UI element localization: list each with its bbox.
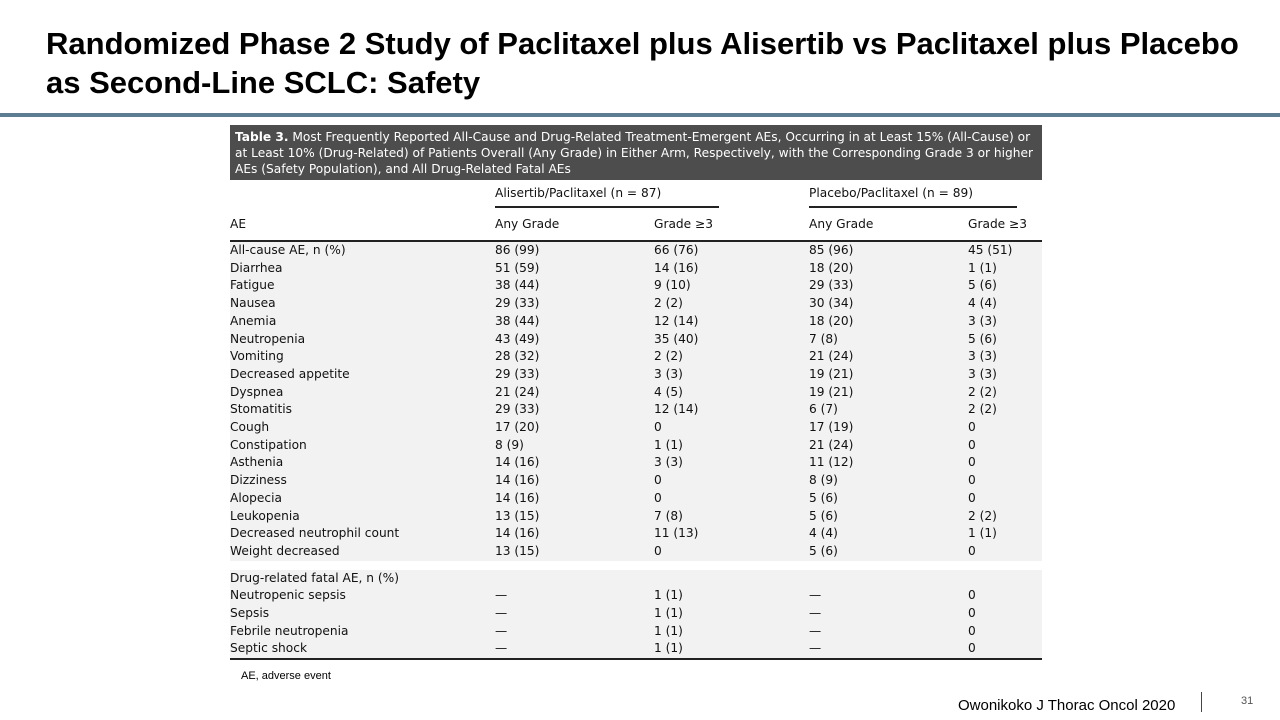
section-spacer-cell bbox=[230, 561, 1042, 570]
all-cause-row bbox=[230, 490, 1042, 508]
cell-placebo-any-grade: — bbox=[809, 605, 968, 623]
cell-placebo-grade3: 0 bbox=[968, 605, 1042, 623]
cell-placebo-grade3: 0 bbox=[968, 472, 1042, 490]
cell-placebo-grade3: 0 bbox=[968, 543, 1042, 561]
cell-alisertib-any-grade: 17 (20) bbox=[495, 419, 654, 437]
cell-ae-name: Vomiting bbox=[230, 348, 495, 366]
cell-alisertib-any-grade: — bbox=[495, 623, 654, 641]
cell-placebo-any-grade: 17 (19) bbox=[809, 419, 968, 437]
cell-placebo-any-grade: — bbox=[809, 623, 968, 641]
cell-placebo-any-grade: — bbox=[809, 587, 968, 605]
ae-table-body bbox=[230, 241, 1042, 659]
cell-ae-name: Asthenia bbox=[230, 454, 495, 472]
cell-ae-name: Stomatitis bbox=[230, 401, 495, 419]
cell-alisertib-grade3: 2 (2) bbox=[654, 295, 809, 313]
all-cause-row bbox=[230, 277, 1042, 295]
col-header-alisertib-grade3: Grade ≥3 bbox=[654, 208, 809, 241]
ae-table bbox=[230, 180, 1042, 660]
cell-alisertib-any-grade: 51 (59) bbox=[495, 260, 654, 278]
all-cause-row bbox=[230, 260, 1042, 278]
cell-alisertib-any-grade: — bbox=[495, 640, 654, 659]
cell-ae-name: Weight decreased bbox=[230, 543, 495, 561]
cell-alisertib-grade3: 12 (14) bbox=[654, 313, 809, 331]
fatal-row bbox=[230, 587, 1042, 605]
cell-placebo-any-grade: 30 (34) bbox=[809, 295, 968, 313]
cell-alisertib-grade3: 1 (1) bbox=[654, 437, 809, 455]
cell-placebo-any-grade: 7 (8) bbox=[809, 331, 968, 349]
all-cause-row bbox=[230, 508, 1042, 526]
cell-alisertib-any-grade: 14 (16) bbox=[495, 472, 654, 490]
col-header-alisertib-any-grade: Any Grade bbox=[495, 208, 654, 241]
cell-alisertib-any-grade: 43 (49) bbox=[495, 331, 654, 349]
cell-ae-name: Fatigue bbox=[230, 277, 495, 295]
all-cause-row bbox=[230, 543, 1042, 561]
group-header-placebo: Placebo/Paclitaxel (n = 89) bbox=[809, 180, 1042, 208]
cell-ae-name: Cough bbox=[230, 419, 495, 437]
cell-alisertib-grade3: 14 (16) bbox=[654, 260, 809, 278]
cell-placebo-any-grade: 29 (33) bbox=[809, 277, 968, 295]
cell-alisertib-any-grade: 8 (9) bbox=[495, 437, 654, 455]
cell-placebo-grade3: 2 (2) bbox=[968, 508, 1042, 526]
all-cause-row bbox=[230, 419, 1042, 437]
cell-placebo-grade3: 0 bbox=[968, 490, 1042, 508]
cell-placebo-any-grade: 5 (6) bbox=[809, 490, 968, 508]
cell-placebo-any-grade: 21 (24) bbox=[809, 437, 968, 455]
cell-ae-name: Dyspnea bbox=[230, 384, 495, 402]
fatal-section-label: Drug-related fatal AE, n (%) bbox=[230, 570, 1042, 588]
cell-placebo-any-grade: — bbox=[809, 640, 968, 659]
cell-placebo-any-grade: 5 (6) bbox=[809, 508, 968, 526]
cell-alisertib-grade3: 1 (1) bbox=[654, 605, 809, 623]
cell-ae-name: Alopecia bbox=[230, 490, 495, 508]
cell-placebo-any-grade: 19 (21) bbox=[809, 366, 968, 384]
cell-placebo-grade3: 0 bbox=[968, 419, 1042, 437]
cell-alisertib-grade3: 3 (3) bbox=[654, 454, 809, 472]
section-spacer bbox=[230, 561, 1042, 570]
title-divider bbox=[0, 113, 1280, 117]
all-cause-alisertib-any-grade: 86 (99) bbox=[495, 241, 654, 260]
fatal-row bbox=[230, 605, 1042, 623]
all-cause-row bbox=[230, 348, 1042, 366]
all-cause-row bbox=[230, 525, 1042, 543]
cell-placebo-grade3: 2 (2) bbox=[968, 384, 1042, 402]
citation-divider bbox=[1201, 692, 1202, 712]
cell-ae-name: Anemia bbox=[230, 313, 495, 331]
col-header-placebo-any-grade: Any Grade bbox=[809, 208, 968, 241]
cell-ae-name: Neutropenic sepsis bbox=[230, 587, 495, 605]
cell-alisertib-any-grade: — bbox=[495, 605, 654, 623]
cell-alisertib-any-grade: 13 (15) bbox=[495, 543, 654, 561]
cell-alisertib-grade3: 0 bbox=[654, 490, 809, 508]
all-cause-row bbox=[230, 472, 1042, 490]
cell-alisertib-any-grade: 29 (33) bbox=[495, 366, 654, 384]
cell-placebo-grade3: 0 bbox=[968, 454, 1042, 472]
cell-placebo-any-grade: 18 (20) bbox=[809, 313, 968, 331]
cell-alisertib-grade3: 1 (1) bbox=[654, 623, 809, 641]
all-cause-row bbox=[230, 384, 1042, 402]
group-header-spacer bbox=[230, 180, 495, 208]
cell-alisertib-any-grade: — bbox=[495, 587, 654, 605]
cell-alisertib-grade3: 1 (1) bbox=[654, 640, 809, 659]
cell-ae-name: Septic shock bbox=[230, 640, 495, 659]
cell-placebo-grade3: 1 (1) bbox=[968, 525, 1042, 543]
cell-placebo-grade3: 3 (3) bbox=[968, 366, 1042, 384]
cell-alisertib-any-grade: 21 (24) bbox=[495, 384, 654, 402]
cell-ae-name: Leukopenia bbox=[230, 508, 495, 526]
cell-ae-name: Dizziness bbox=[230, 472, 495, 490]
col-header-ae: AE bbox=[230, 208, 495, 241]
cell-placebo-grade3: 1 (1) bbox=[968, 260, 1042, 278]
cell-alisertib-grade3: 35 (40) bbox=[654, 331, 809, 349]
cell-ae-name: Diarrhea bbox=[230, 260, 495, 278]
cell-placebo-any-grade: 6 (7) bbox=[809, 401, 968, 419]
cell-alisertib-grade3: 11 (13) bbox=[654, 525, 809, 543]
cell-placebo-grade3: 4 (4) bbox=[968, 295, 1042, 313]
table-footnote: AE, adverse event bbox=[241, 670, 331, 682]
all-cause-row bbox=[230, 401, 1042, 419]
cell-alisertib-any-grade: 13 (15) bbox=[495, 508, 654, 526]
cell-placebo-grade3: 0 bbox=[968, 587, 1042, 605]
cell-placebo-any-grade: 8 (9) bbox=[809, 472, 968, 490]
all-cause-row bbox=[230, 437, 1042, 455]
cell-alisertib-grade3: 3 (3) bbox=[654, 366, 809, 384]
cell-alisertib-grade3: 0 bbox=[654, 543, 809, 561]
all-cause-label: All-cause AE, n (%) bbox=[230, 241, 495, 260]
all-cause-placebo-any-grade: 85 (96) bbox=[809, 241, 968, 260]
cell-placebo-grade3: 0 bbox=[968, 623, 1042, 641]
slide-number: 31 bbox=[1241, 695, 1254, 707]
cell-placebo-grade3: 3 (3) bbox=[968, 348, 1042, 366]
cell-ae-name: Constipation bbox=[230, 437, 495, 455]
all-cause-row bbox=[230, 295, 1042, 313]
cell-alisertib-any-grade: 14 (16) bbox=[495, 454, 654, 472]
cell-alisertib-any-grade: 38 (44) bbox=[495, 277, 654, 295]
cell-alisertib-grade3: 7 (8) bbox=[654, 508, 809, 526]
all-cause-row bbox=[230, 366, 1042, 384]
cell-placebo-any-grade: 5 (6) bbox=[809, 543, 968, 561]
cell-ae-name: Neutropenia bbox=[230, 331, 495, 349]
cell-alisertib-any-grade: 14 (16) bbox=[495, 525, 654, 543]
cell-placebo-any-grade: 18 (20) bbox=[809, 260, 968, 278]
cell-ae-name: Sepsis bbox=[230, 605, 495, 623]
all-cause-row bbox=[230, 331, 1042, 349]
all-cause-row bbox=[230, 454, 1042, 472]
table-caption-label: Table 3. bbox=[235, 130, 289, 144]
cell-ae-name: Decreased neutrophil count bbox=[230, 525, 495, 543]
cell-ae-name: Decreased appetite bbox=[230, 366, 495, 384]
table-figure bbox=[230, 125, 1042, 660]
cell-alisertib-grade3: 12 (14) bbox=[654, 401, 809, 419]
cell-placebo-any-grade: 4 (4) bbox=[809, 525, 968, 543]
cell-placebo-grade3: 3 (3) bbox=[968, 313, 1042, 331]
cell-placebo-any-grade: 11 (12) bbox=[809, 454, 968, 472]
cell-placebo-grade3: 5 (6) bbox=[968, 331, 1042, 349]
table-caption bbox=[230, 125, 1042, 180]
slide-title: Randomized Phase 2 Study of Paclitaxel plus Alisertib vs Paclitaxel plus Placebo as Second-Line SCLC: Safety bbox=[46, 26, 1239, 100]
cell-placebo-grade3: 2 (2) bbox=[968, 401, 1042, 419]
group-header-row bbox=[230, 180, 1042, 208]
cell-alisertib-grade3: 1 (1) bbox=[654, 587, 809, 605]
cell-alisertib-grade3: 4 (5) bbox=[654, 384, 809, 402]
group-header-alisertib: Alisertib/Paclitaxel (n = 87) bbox=[495, 180, 809, 208]
all-cause-header-row bbox=[230, 241, 1042, 260]
fatal-header-row bbox=[230, 570, 1042, 588]
fatal-row bbox=[230, 623, 1042, 641]
all-cause-row bbox=[230, 313, 1042, 331]
column-header-row bbox=[230, 208, 1042, 241]
cell-alisertib-any-grade: 14 (16) bbox=[495, 490, 654, 508]
col-header-placebo-grade3: Grade ≥3 bbox=[968, 208, 1042, 241]
cell-alisertib-grade3: 0 bbox=[654, 419, 809, 437]
cell-alisertib-any-grade: 29 (33) bbox=[495, 401, 654, 419]
all-cause-placebo-grade3: 45 (51) bbox=[968, 241, 1042, 260]
cell-alisertib-grade3: 9 (10) bbox=[654, 277, 809, 295]
cell-placebo-grade3: 5 (6) bbox=[968, 277, 1042, 295]
cell-alisertib-any-grade: 28 (32) bbox=[495, 348, 654, 366]
all-cause-alisertib-grade3: 66 (76) bbox=[654, 241, 809, 260]
cell-ae-name: Febrile neutropenia bbox=[230, 623, 495, 641]
citation: Owonikoko J Thorac Oncol 2020 bbox=[958, 697, 1176, 714]
cell-ae-name: Nausea bbox=[230, 295, 495, 313]
cell-alisertib-grade3: 2 (2) bbox=[654, 348, 809, 366]
cell-placebo-any-grade: 19 (21) bbox=[809, 384, 968, 402]
cell-alisertib-any-grade: 29 (33) bbox=[495, 295, 654, 313]
table-caption-text: Most Frequently Reported All-Cause and Drug-Related Treatment-Emergent AEs, Occurring in at Least 15% (All-Cause) or at Least 10% (Drug-Related) of Patients Overall (Any Grade) in Either Arm, Respectively, with the Corresponding Grade 3 or higher AEs (Safety Population), and All Drug-Related Fatal AEs bbox=[235, 130, 1033, 176]
cell-alisertib-any-grade: 38 (44) bbox=[495, 313, 654, 331]
cell-placebo-grade3: 0 bbox=[968, 640, 1042, 659]
cell-alisertib-grade3: 0 bbox=[654, 472, 809, 490]
cell-placebo-any-grade: 21 (24) bbox=[809, 348, 968, 366]
fatal-row bbox=[230, 640, 1042, 659]
cell-placebo-grade3: 0 bbox=[968, 437, 1042, 455]
